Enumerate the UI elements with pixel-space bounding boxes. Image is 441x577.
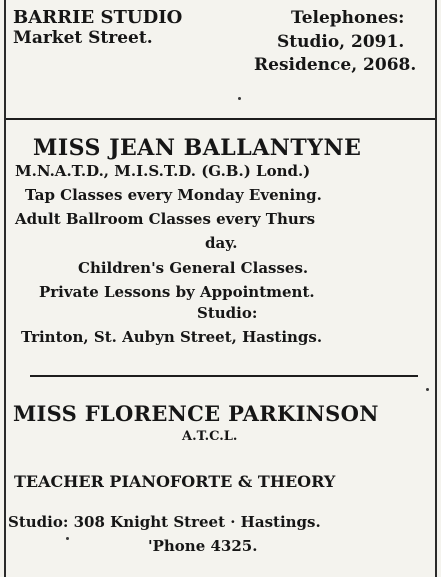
phone-number: 'Phone 4325. xyxy=(148,537,258,555)
telephones-heading: Telephones: xyxy=(291,8,405,28)
right-column-rule xyxy=(435,0,437,577)
studio-street: Market Street. xyxy=(13,28,153,48)
studio-name: BARRIE STUDIO xyxy=(13,7,183,28)
divider-rule-1 xyxy=(6,118,435,120)
teacher-qualifications: A.T.C.L. xyxy=(182,429,238,444)
residence-phone: Residence, 2068. xyxy=(254,55,417,75)
studio-label: Studio: xyxy=(197,304,258,322)
divider-rule-2 xyxy=(30,375,418,377)
left-column-rule xyxy=(4,0,6,577)
ballroom-classes-continued: day. xyxy=(205,234,238,252)
print-speck xyxy=(66,537,69,540)
teaching-subject: TEACHER PIANOFORTE & THEORY xyxy=(14,472,336,491)
studio-phone: Studio, 2091. xyxy=(277,32,405,52)
teacher-name: MISS FLORENCE PARKINSON xyxy=(13,401,379,426)
teacher-name: MISS JEAN BALLANTYNE xyxy=(33,135,362,161)
ballroom-classes-line: Adult Ballroom Classes every Thurs xyxy=(15,210,316,228)
studio-address: Studio: 308 Knight Street · Hastings. xyxy=(8,513,321,531)
childrens-classes-line: Children's General Classes. xyxy=(78,259,309,277)
private-lessons-line: Private Lessons by Appointment. xyxy=(39,283,315,301)
teacher-qualifications: M.N.A.T.D., M.I.S.T.D. (G.B.) Lond.) xyxy=(15,162,311,180)
print-speck xyxy=(238,97,241,100)
studio-address: Trinton, St. Aubyn Street, Hastings. xyxy=(21,328,323,346)
tap-classes-line: Tap Classes every Monday Evening. xyxy=(25,186,322,204)
print-speck xyxy=(426,388,429,391)
